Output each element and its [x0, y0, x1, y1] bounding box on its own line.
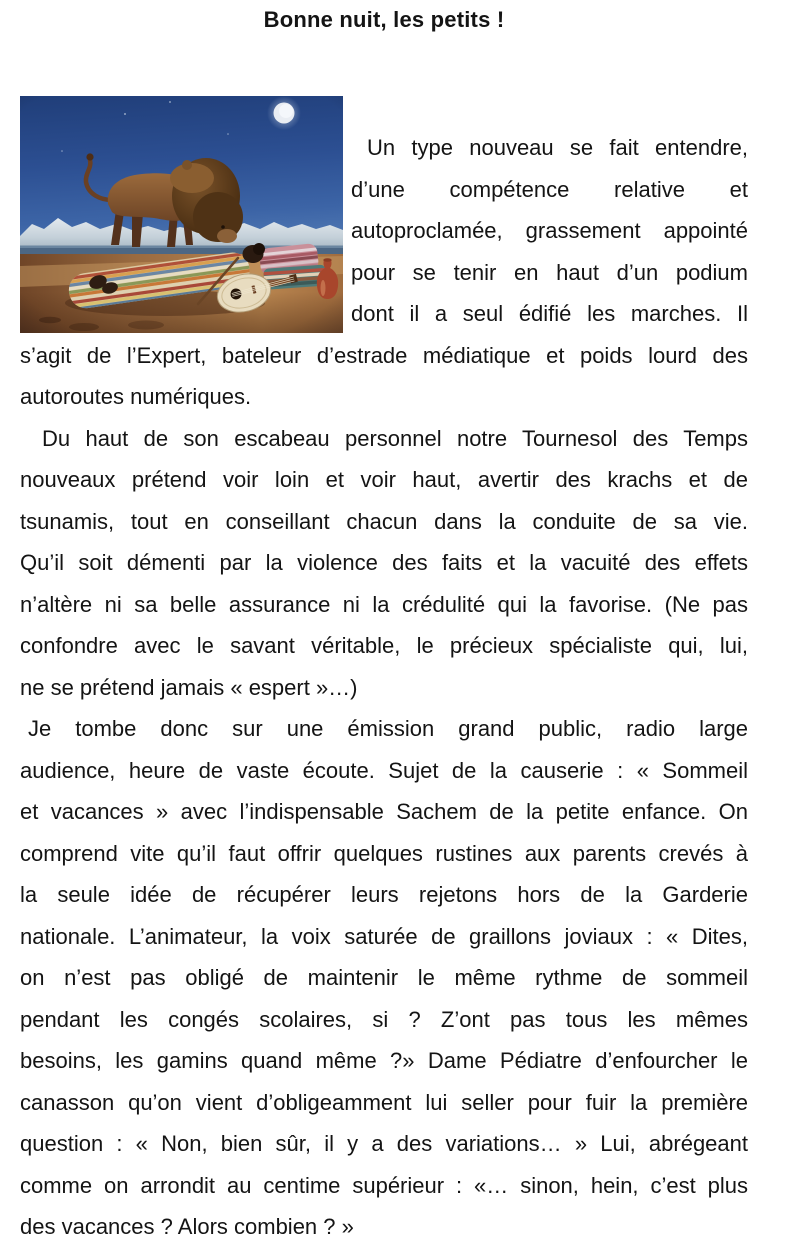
text-line: dont il a seul édifié les marches. Il	[351, 301, 748, 326]
text-line: tsunamis, tout en conseillant chacun dans la conduite de sa vie.	[20, 508, 748, 534]
text-line: on n’est pas obligé de maintenir le même rythme de sommeil	[20, 965, 748, 990]
text-line: autoproclamée, grassement appointé	[351, 218, 748, 243]
text-line: d’une compétence relative et	[351, 176, 748, 202]
paragraph	[20, 418, 748, 709]
text-line: nationale. L’animateur, la voix saturée de graillons joviaux : « Dites,	[20, 923, 748, 949]
article-body	[20, 0, 748, 1240]
text-line: pour se tenir en haut d’un podium	[351, 259, 748, 285]
text-line: s’agit de l’Expert, bateleur d’estrade médiatique et poids lourd des	[20, 342, 748, 368]
text-line: besoins, les gamins quand même ?» Dame Pédiatre d’enfourcher le	[20, 1048, 748, 1073]
text-line: comme on arrondit au centime supérieur : «… sinon, hein, c’est plus	[20, 1172, 748, 1198]
sleeping-gypsy-painting	[20, 96, 343, 333]
text-line: pendant les congés scolaires, si ? Z’ont pas tous les mêmes	[20, 1006, 748, 1032]
text-line: et vacances » avec l’indispensable Sachem de la petite enfance. On	[20, 799, 748, 824]
text-line: confondre avec le savant véritable, le précieux spécialiste qui, lui,	[20, 633, 748, 658]
text-line: comprend vite qu’il faut offrir quelques rustines aux parents crevés à	[20, 840, 748, 866]
vignette	[20, 96, 343, 333]
text-line: canasson qu’on vient d’obligeamment lui seller pour fuir la première	[20, 1089, 748, 1115]
paragraph	[20, 708, 748, 1240]
text-line: Je tombe donc sur une émission grand public, radio large	[28, 716, 748, 741]
text-line: Qu’il soit démenti par la violence des faits et la vacuité des effets	[20, 550, 748, 575]
paragraphs-container	[20, 127, 748, 1240]
page-title: Bonne nuit, les petits !	[263, 7, 505, 32]
text-line: Un type nouveau se fait entendre,	[367, 135, 748, 160]
text-line: n’altère ni sa belle assurance ni la crédulité qui la favorise. (Ne pas	[20, 591, 748, 617]
painting-canvas	[20, 96, 343, 333]
text-line: audience, heure de vaste écoute. Sujet de la causerie : « Sommeil	[20, 757, 748, 783]
text-line: question : « Non, bien sûr, il y a des variations… » Lui, abrégeant	[20, 1131, 748, 1156]
text-line: Du haut de son escabeau personnel notre Tournesol des Temps	[42, 425, 748, 451]
text-line: des vacances ? Alors combien ? »	[20, 1214, 354, 1239]
text-line: ne se prétend jamais « espert »…)	[20, 674, 358, 700]
text-line: autoroutes numériques.	[20, 384, 252, 409]
text-line: nouveaux prétend voir loin et voir haut, avertir des krachs et de	[20, 467, 748, 492]
text-line: la seule idée de récupérer leurs rejetons hors de la Garderie	[20, 882, 748, 907]
